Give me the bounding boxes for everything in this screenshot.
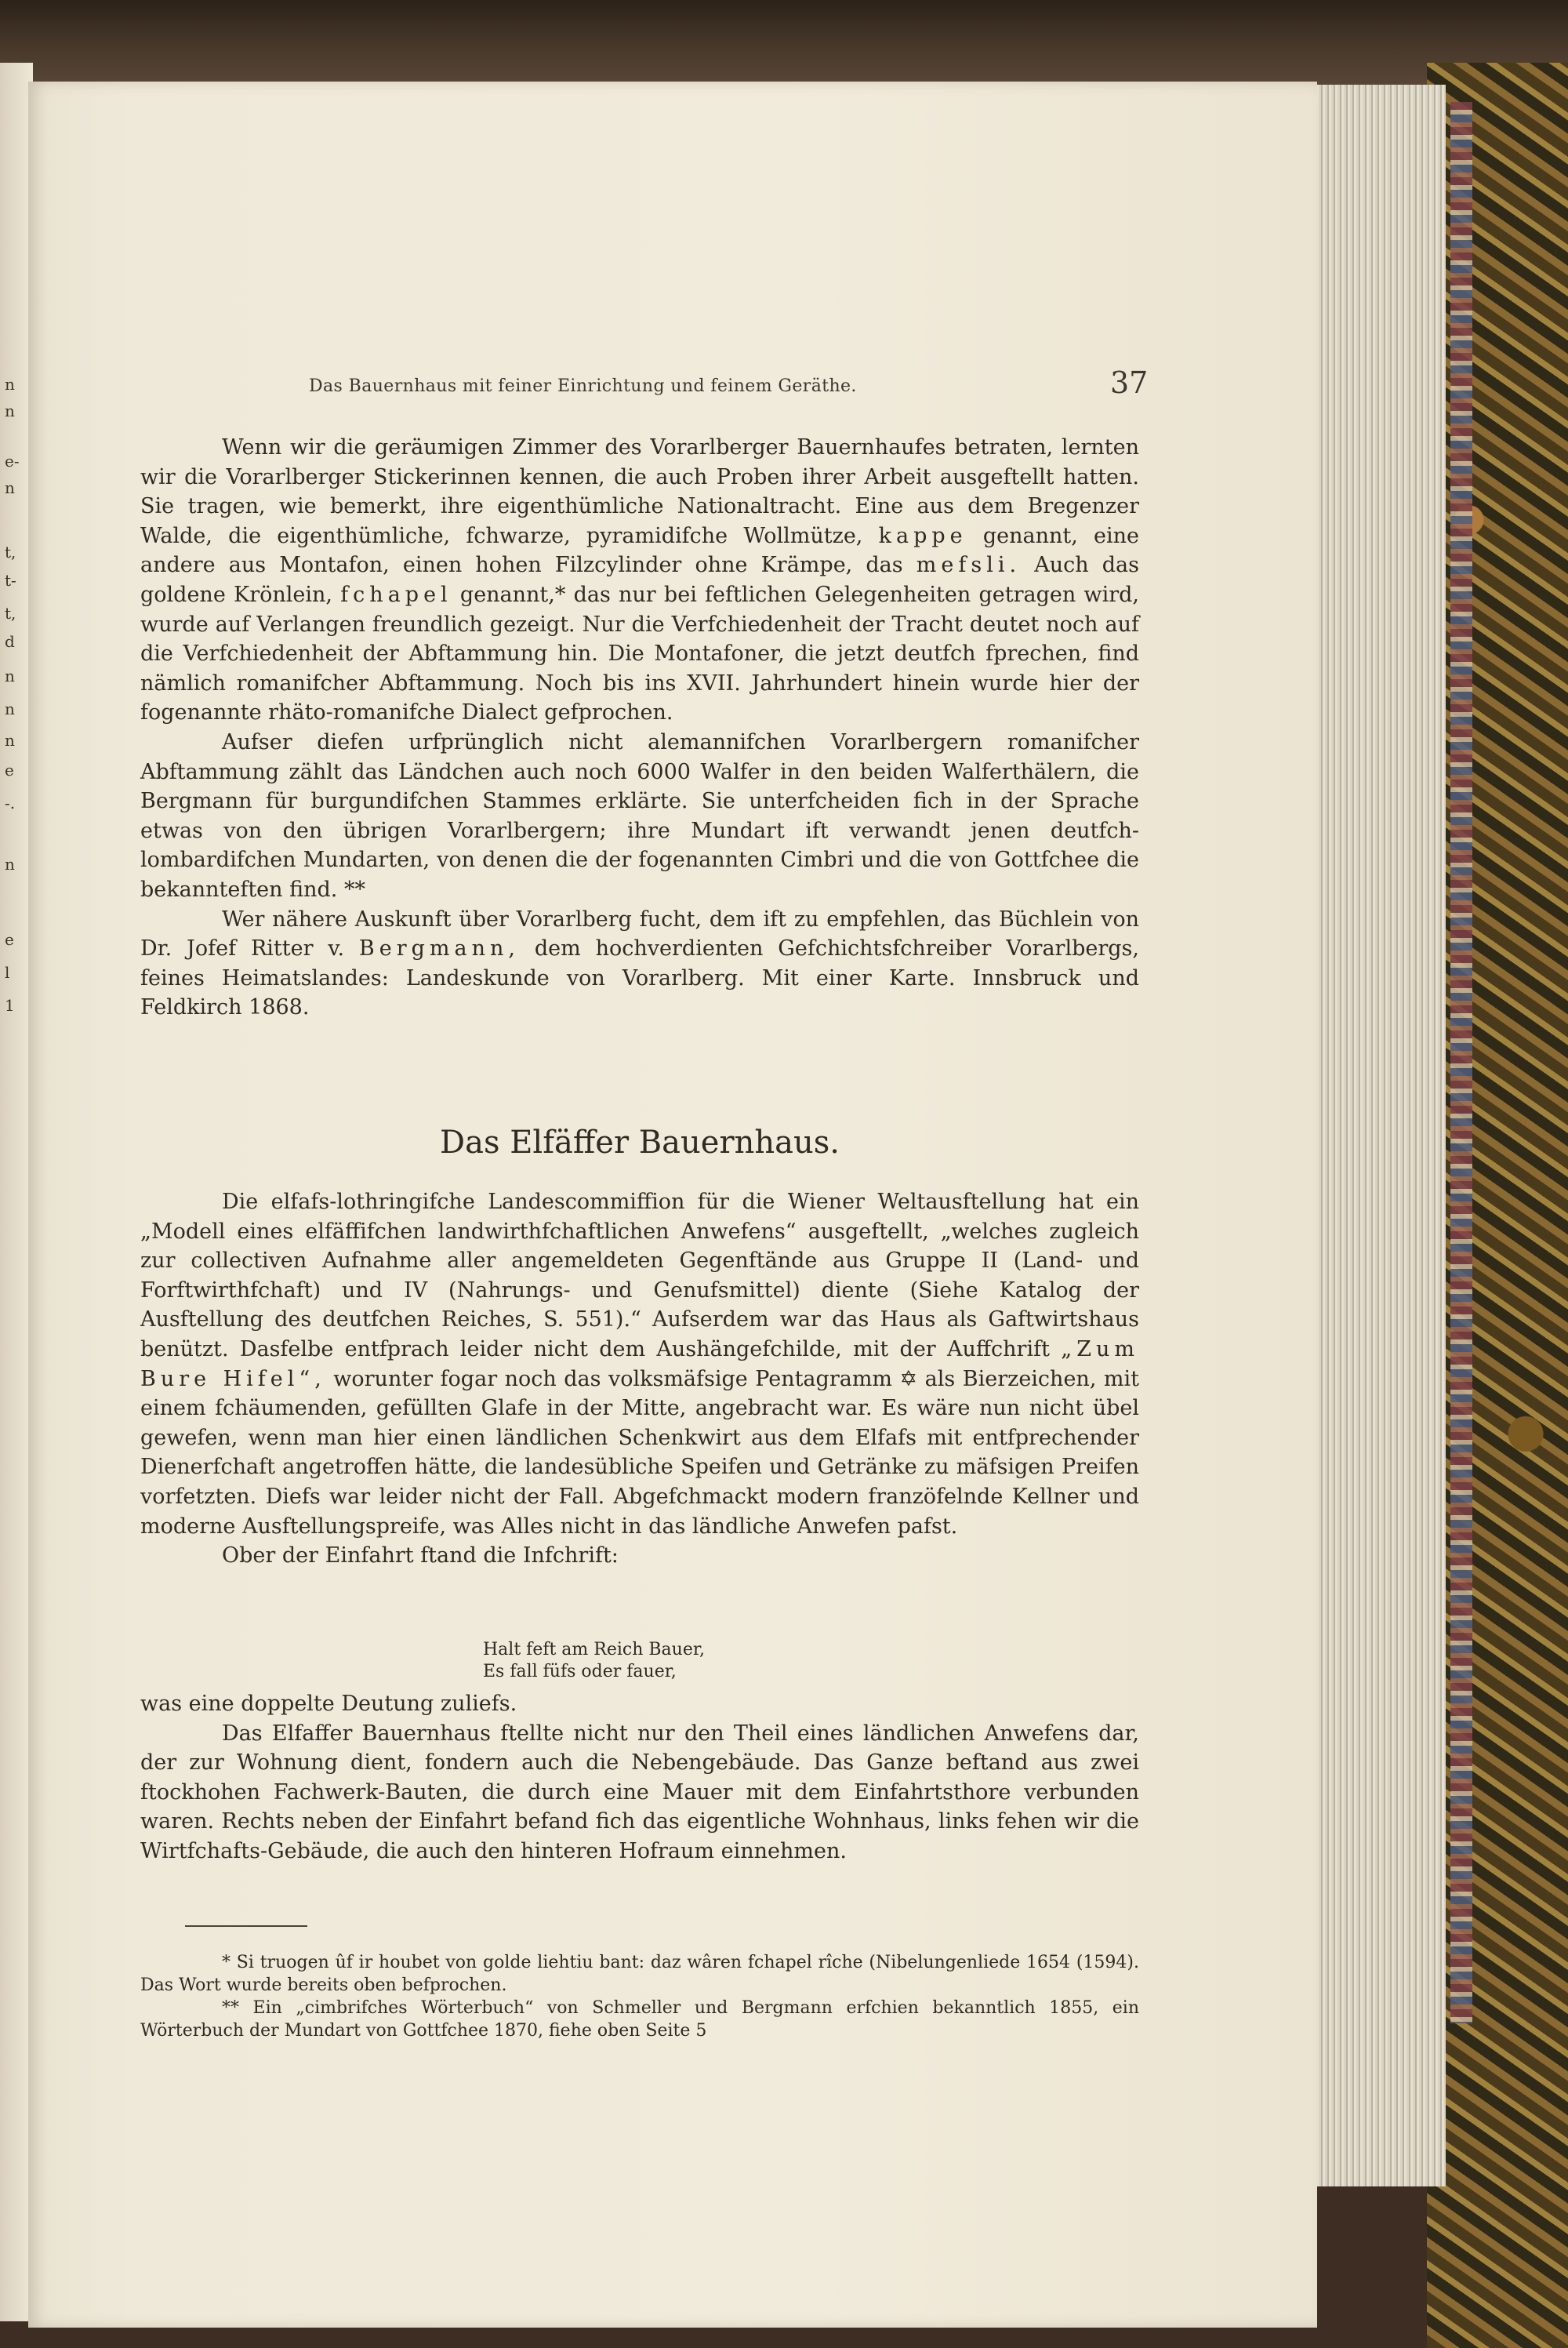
running-header: Das Bauernhaus mit feiner Einrichtung und feinem Geräthe.: [309, 376, 857, 396]
footnote: * Si truogen ûf ir houbet von golde liehtiu bant: daz wâren fchapel rîche (Nibelungenliede 1654 (1594). Das Wort wurde bereits oben befprochen.: [140, 1953, 1139, 1995]
left-page-fragment: n: [5, 700, 15, 718]
footnote-rule: [185, 1925, 307, 1927]
marbled-endpaper-strip: [1450, 102, 1472, 2023]
pentagram-icon: ✡: [899, 1366, 918, 1391]
book-page: [28, 82, 1317, 2328]
left-page-fragment: n: [5, 667, 15, 685]
footnotes: [140, 1951, 1139, 2042]
section-elsass-text: [140, 1187, 1139, 1571]
paragraph: was eine doppelte Deutung zuliefs.: [140, 1692, 517, 1716]
page-block-edge: [1311, 85, 1446, 2186]
marbled-cover: [1427, 63, 1568, 2348]
left-page-fragment: e: [5, 930, 14, 949]
left-page-fragment: n: [5, 375, 15, 394]
left-page-fragment: t-: [5, 571, 16, 590]
left-page-fragment: -.: [5, 794, 16, 812]
left-page-fragment: n: [5, 478, 15, 497]
paragraph: Das Elfaffer Bauernhaus ftellte nicht nur den Theil eines ländlichen Anwefens dar, der zur Wohnung dient, fondern auch die Nebengebäude. Das Ganze beftand aus zwei ftockhohen Fachwerk-Bauten, die durch eine Mauer mit dem Einfahrtsthore verbunden waren. Rechts neben der Einfahrt befand fich das eigentliche Wohnhaus, links fehen wir die Wirtfchafts-Gebäude, die auch den hinteren Hofraum einnehmen.: [140, 1721, 1139, 1863]
term-kappe: kappe: [878, 523, 967, 548]
paragraph: Wer nähere Auskunft über Vorarlberg fucht, dem ift zu empfehlen, das Büchlein von Dr. Jofef Ritter v. Bergmann, dem hochverdienten Gefchichtsfchreiber Vorarlbergs, feines Heimatslandes: Landeskunde von Vorarlberg. Mit einer Karte. Innsbruck und Feldkirch 1868.: [140, 907, 1139, 1020]
verse-line: Halt feft am Reich Bauer,: [483, 1640, 705, 1659]
section-elsass-continued: [140, 1689, 1139, 1866]
term-mefsli: mefsli.: [916, 553, 1022, 578]
paragraph: Aufser diefen urfprünglich nicht alemannifchen Vorarlbergern romanifcher Abftammung zählt das Ländchen auch noch 6000 Walfer in den beiden Walferthälern, die Bergmann für burgundifchen Stammes erklärte. Sie unterfcheiden fich in der Sprache etwas von den übrigen Vorarlbergern; ihre Mundart ift verwandt jenen deutfch-lombardifchen Mundarten, von denen die der fogenannten Cimbri und die von Gottfchee die bekannteften find. **: [140, 729, 1139, 902]
left-page-fragment: n: [5, 855, 15, 874]
term-fchapel: fchapel: [340, 582, 452, 607]
left-page-fragment: t,: [5, 604, 16, 623]
book-cover-top: [0, 0, 1568, 94]
paragraph: Ober der Einfahrt ftand die Infchrift:: [222, 1543, 619, 1568]
left-page-fragment: d: [5, 632, 15, 651]
section-title: Das Elfäffer Bauernhaus.: [440, 1125, 840, 1161]
left-page-fragment: e: [5, 761, 14, 780]
left-page-fragment: 1: [5, 996, 15, 1015]
sign-inscription: „Zum Bure Hifel“,: [140, 1336, 1139, 1391]
left-page-fragment: l: [5, 963, 10, 982]
footnote: ** Ein „cimbrifches Wörterbuch“ von Schmeller und Bergmann erfchien bekanntlich 1855, ein Wörterbuch der Mundart von Gottfchee 1870, fiehe oben Seite 5: [140, 1998, 1139, 2041]
left-page-fragment: n: [5, 402, 15, 420]
paragraph: Wenn wir die geräumigen Zimmer des Vorarlberger Bauernhaufes betraten, lernten wir die Vorarlberger Stickerinnen kennen, die auch Proben ihrer Arbeit ausgeftellt hatten. Sie tragen, wie bemerkt, ihre eigenthümliche Nationaltracht. Eine aus dem Bregenzer Walde, die eigenthümliche, fchwarze, pyramidifche Wollmütze, kappe genannt, eine andere aus Montafon, einen hohen Filzcylinder ohne Krämpe, das mefsli. Auch das goldene Krönlein, fchapel genannt,* das nur bei feftlichen Gelegenheiten getragen wird, wurde auf Verlangen freundlich gezeigt. Nur die Verfchiedenheit der Tracht deutet noch auf die Verfchiedenheit der Abftammung hin. Die Montafoner, die jetzt deutfch fprechen, find nämlich romanifcher Abftammung. Noch bis ins XVII. Jahrhundert hinein wurde hier der fogenannte rhäto-romanifche Dialect gefprochen.: [140, 435, 1140, 725]
verse-line: Es fall füfs oder fauer,: [483, 1662, 677, 1681]
left-page-fragment: t,: [5, 543, 16, 562]
page-number: 37: [1110, 365, 1149, 400]
inscription-verse: [483, 1639, 953, 1683]
left-page-fragment: n: [5, 731, 15, 750]
section-vorarlberg-text: [140, 433, 1139, 1023]
name-bergmann: Bergmann,: [358, 936, 520, 961]
paragraph: Die elfafs-lothringifche Landescommiffion für die Wiener Weltausftellung hat ein „Modell eines elfäffifchen landwirthfchaftlichen Anwefens“ ausgeftellt, „welches zugleich zur collectiven Aufnahme aller angemeldeten Gegenftände aus Gruppe II (Land- und Forftwirthfchaft) und IV (Nahrungs- und Genufsmittel) diente (Siehe Katalog der Ausftellung des deutfchen Reiches, S. 551).“ Aufserdem war das Haus als Gaftwirtshaus benützt. Dasfelbe entfprach leider nicht dem Aushängefchilde, mit der Auffchrift „Zum Bure Hifel“, worunter fogar noch das volksmäfsige Pentagramm ✡ als Bierzeichen, mit einem fchäumenden, gefüllten Glafe in der Mitte, angebracht war. Es wäre nun nicht übel gewefen, wenn man hier einen ländlichen Schenkwirt aus dem Elfafs mit entfprechender Dienerfchaft angetroffen hätte, die landesübliche Speifen und Getränke zu mäfsigen Preifen vorfetzten. Diefs war leider nicht der Fall. Abgefchmackt modern franzöfelnde Kellner und moderne Ausftellungspreife, was Alles nicht in das ländliche Anwefen pafst.: [140, 1190, 1139, 1539]
left-page-fragment: e-: [5, 452, 20, 471]
